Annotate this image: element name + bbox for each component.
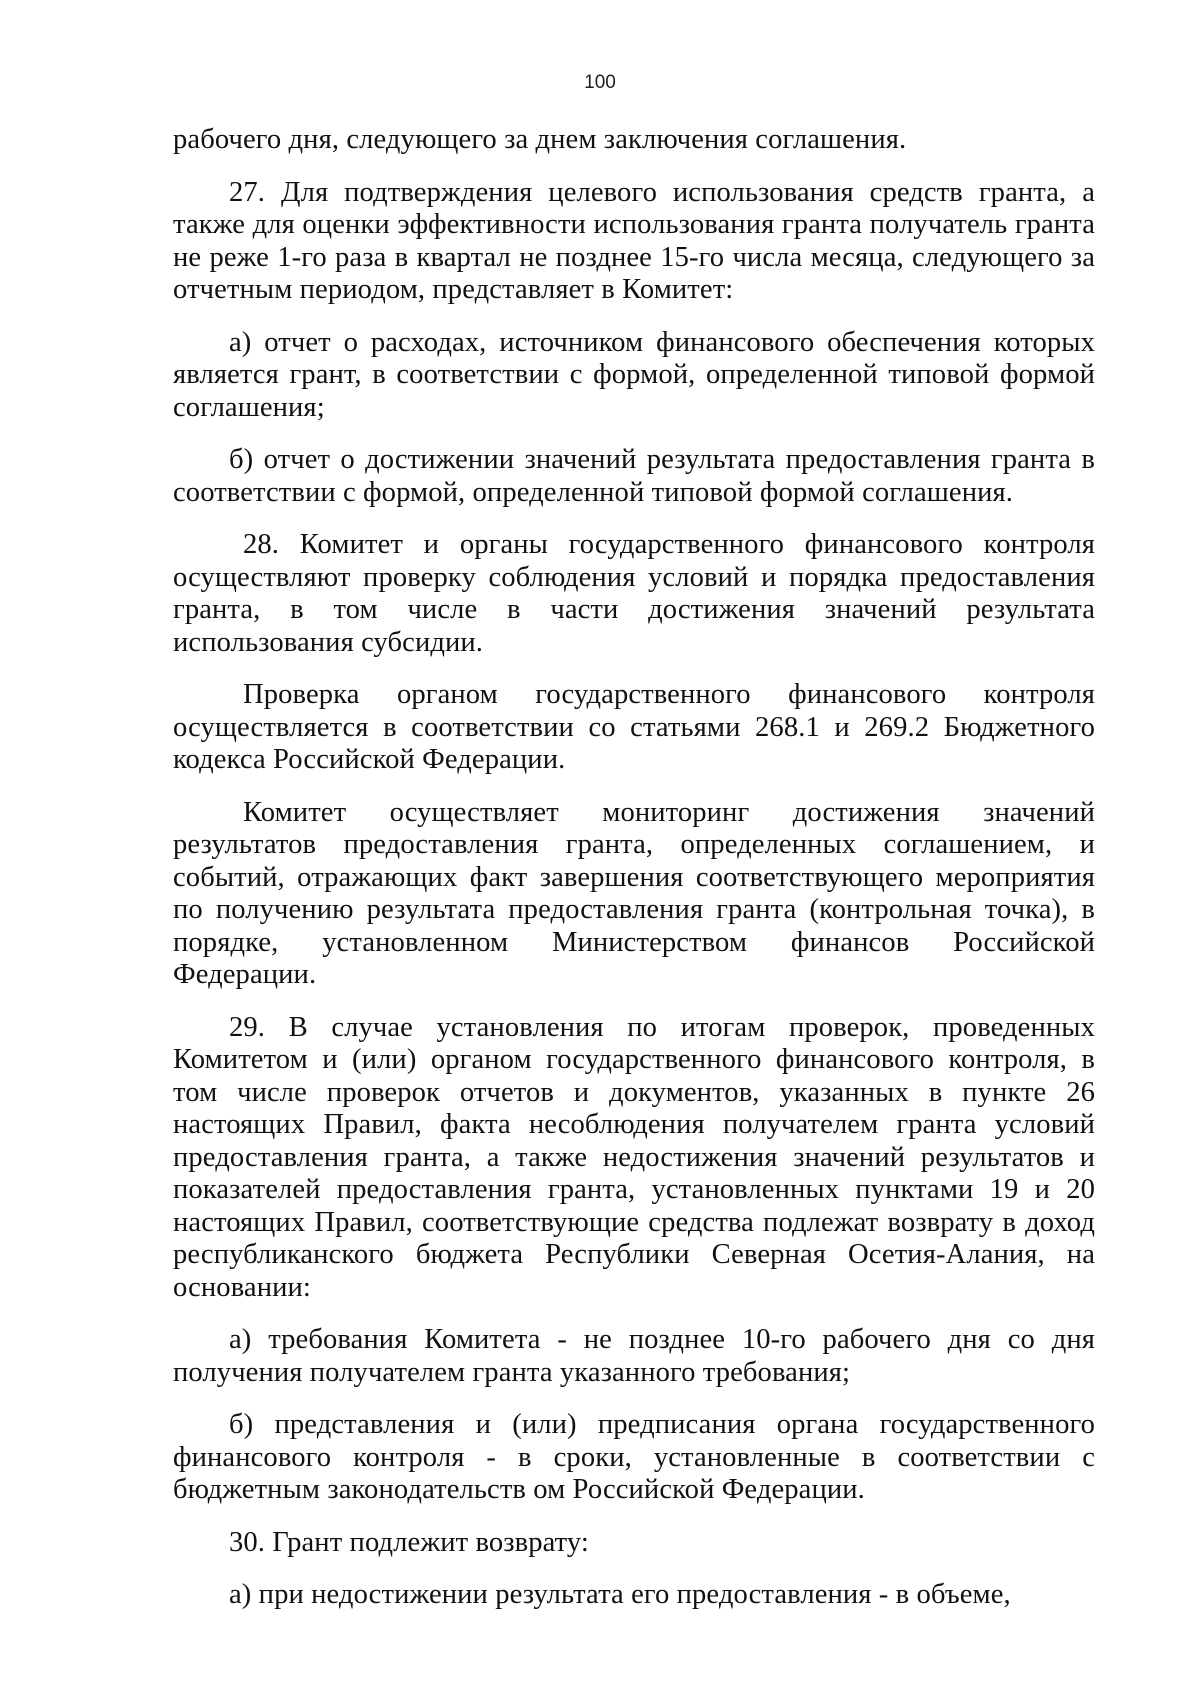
paragraph-subitem-b: б) отчет о достижении значений результата предоставления гранта в соответствии с формой, определенной типовой формой соглашения. [173, 444, 1095, 508]
paragraph-continuation: рабочего дня, следующего за днем заключения соглашения. [173, 124, 907, 155]
paragraph-subitem-a-requirement: а) требования Комитета - не позднее 10-го рабочего дня со дня получения получателем гранта указанного требования; [173, 1324, 1095, 1388]
paragraph-verification: Проверка органом государственного финансового контроля осуществляется в соответствии со статьями 268.1 и 269.2 Бюджетного кодекса Российской Федерации. [173, 679, 1095, 775]
paragraph-item-29: 29. В случае установления по итогам проверок, проведенных Комитетом и (или) органом государственного финансового контроля, в том числе проверок отчетов и документов, указанных в пункте 26 настоящих Правил, факта несоблюдения получателем гранта условий предоставления гранта, а также недостижения значений результатов и показателей предоставления гранта, установленных пунктами 19 и 20 настоящих Правил, соответствующие средства подлежат возврату в доход республиканского бюджета Республики Северная Осетия-Алания, на основании: [173, 1011, 1095, 1303]
paragraph-item-27: 27. Для подтверждения целевого использования средств гранта, а также для оценки эффективности использования гранта получатель гранта не реже 1-го раза в квартал не позднее 15-го числа месяца, следующего за отчетным периодом, представляет в Комитет: [173, 176, 1095, 305]
document-body [173, 124, 1095, 1632]
paragraph-item-28: 28. Комитет и органы государственного финансового контроля осуществляют проверку соблюдения условий и порядка предоставления гранта, в том числе в части достижения значений результата использования субсидии. [173, 529, 1095, 658]
paragraph-subitem-b-presentation: б) представления и (или) предписания органа государственного финансового контроля - в сроки, установленные в соответствии с бюджетным законодательств ом Российской Федерации. [173, 1409, 1095, 1505]
paragraph-subitem-a-return: а) при недостижении результата его предоставления - в объеме, [229, 1579, 1011, 1610]
paragraph-subitem-a: а) отчет о расходах, источником финансового обеспечения которых является грант, в соответствии с формой, определенной типовой формой соглашения; [173, 326, 1095, 423]
paragraph-item-30: 30. Грант подлежит возврату: [229, 1526, 589, 1558]
paragraph-monitoring: Комитет осуществляет мониторинг достижения значений результатов предоставления гранта, определенных соглашением, и событий, отражающих факт завершения соответствующего мероприятия по получению результата предоставления гранта (контрольная точка), в порядке, установленном Министерством финансов Российской Федерации. [173, 796, 1095, 990]
page-number: 100 [584, 72, 616, 93]
